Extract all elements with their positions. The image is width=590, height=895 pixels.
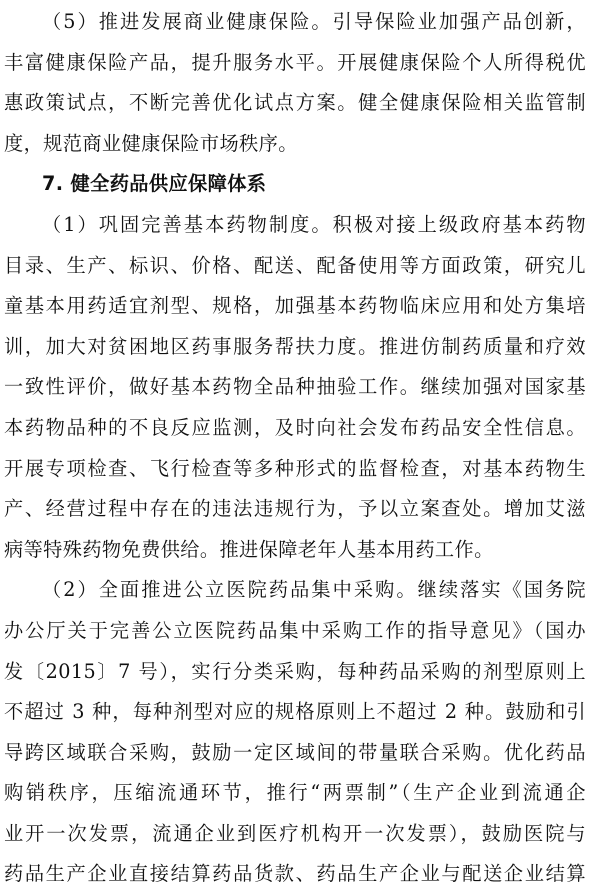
paragraph-2-line-8: 药品生产企业直接结算药品货款、药品生产企业与配送企业结算 bbox=[4, 862, 586, 886]
paragraph-2-line-2: 办公厅关于完善公立医院药品集中采购工作的指导意见》（国办 bbox=[4, 618, 586, 642]
paragraph-5-line-2: 丰富健康保险产品，提升服务水平。开展健康保险个人所得税优 bbox=[4, 50, 586, 74]
paragraph-1-line-9: 病等特殊药物免费供给。推进保障老年人基本用药工作。 bbox=[4, 537, 494, 561]
paragraph-2-line-3: 发〔2015〕7 号），实行分类采购，每种药品采购的剂型原则上 bbox=[4, 659, 586, 683]
paragraph-1-line-1: （1）巩固完善基本药物制度。积极对接上级政府基本药物 bbox=[42, 212, 586, 236]
paragraph-2-line-4: 不超过 3 种，每种剂型对应的规格原则上不超过 2 种。鼓励和引 bbox=[4, 700, 586, 724]
paragraph-1-line-5: 一致性评价，做好基本药物全品种抽验工作。继续加强对国家基 bbox=[4, 375, 586, 399]
paragraph-1-line-6: 本药物品种的不良反应监测，及时向社会发布药品安全性信息。 bbox=[4, 415, 586, 439]
paragraph-2-line-5: 导跨区域联合采购，鼓励一定区域间的带量联合采购。优化药品 bbox=[4, 740, 586, 764]
section-heading-7: 7. 健全药品供应保障体系 bbox=[42, 172, 267, 196]
paragraph-1-line-4: 训，加大对贫困地区药事服务帮扶力度。推进仿制药质量和疗效 bbox=[4, 334, 586, 358]
paragraph-5-line-4: 度，规范商业健康保险市场秩序。 bbox=[4, 131, 298, 155]
paragraph-5-line-3: 惠政策试点，不断完善优化试点方案。健全健康保险相关监管制 bbox=[4, 91, 586, 115]
paragraph-2-line-6: 购销秩序，压缩流通环节，推行“两票制”（生产企业到流通企 bbox=[4, 781, 586, 805]
paragraph-1-line-2: 目录、生产、标识、价格、配送、配备使用等方面政策，研究儿 bbox=[4, 253, 586, 277]
paragraph-1-line-8: 产、经营过程中存在的违法违规行为，予以立案查处。增加艾滋 bbox=[4, 497, 586, 521]
paragraph-1-line-7: 开展专项检查、飞行检查等多种形式的监督检查，对基本药物生 bbox=[4, 456, 586, 480]
paragraph-1-line-3: 童基本用药适宜剂型、规格，加强基本药物临床应用和处方集培 bbox=[4, 294, 586, 318]
paragraph-5-line-1: （5）推进发展商业健康保险。引导保险业加强产品创新， bbox=[42, 10, 586, 33]
paragraph-2-line-7: 业开一次发票，流通企业到医疗机构开一次发票），鼓励医院与 bbox=[4, 821, 586, 845]
paragraph-2-line-1: （2）全面推进公立医院药品集中采购。继续落实《国务院 bbox=[42, 578, 586, 602]
